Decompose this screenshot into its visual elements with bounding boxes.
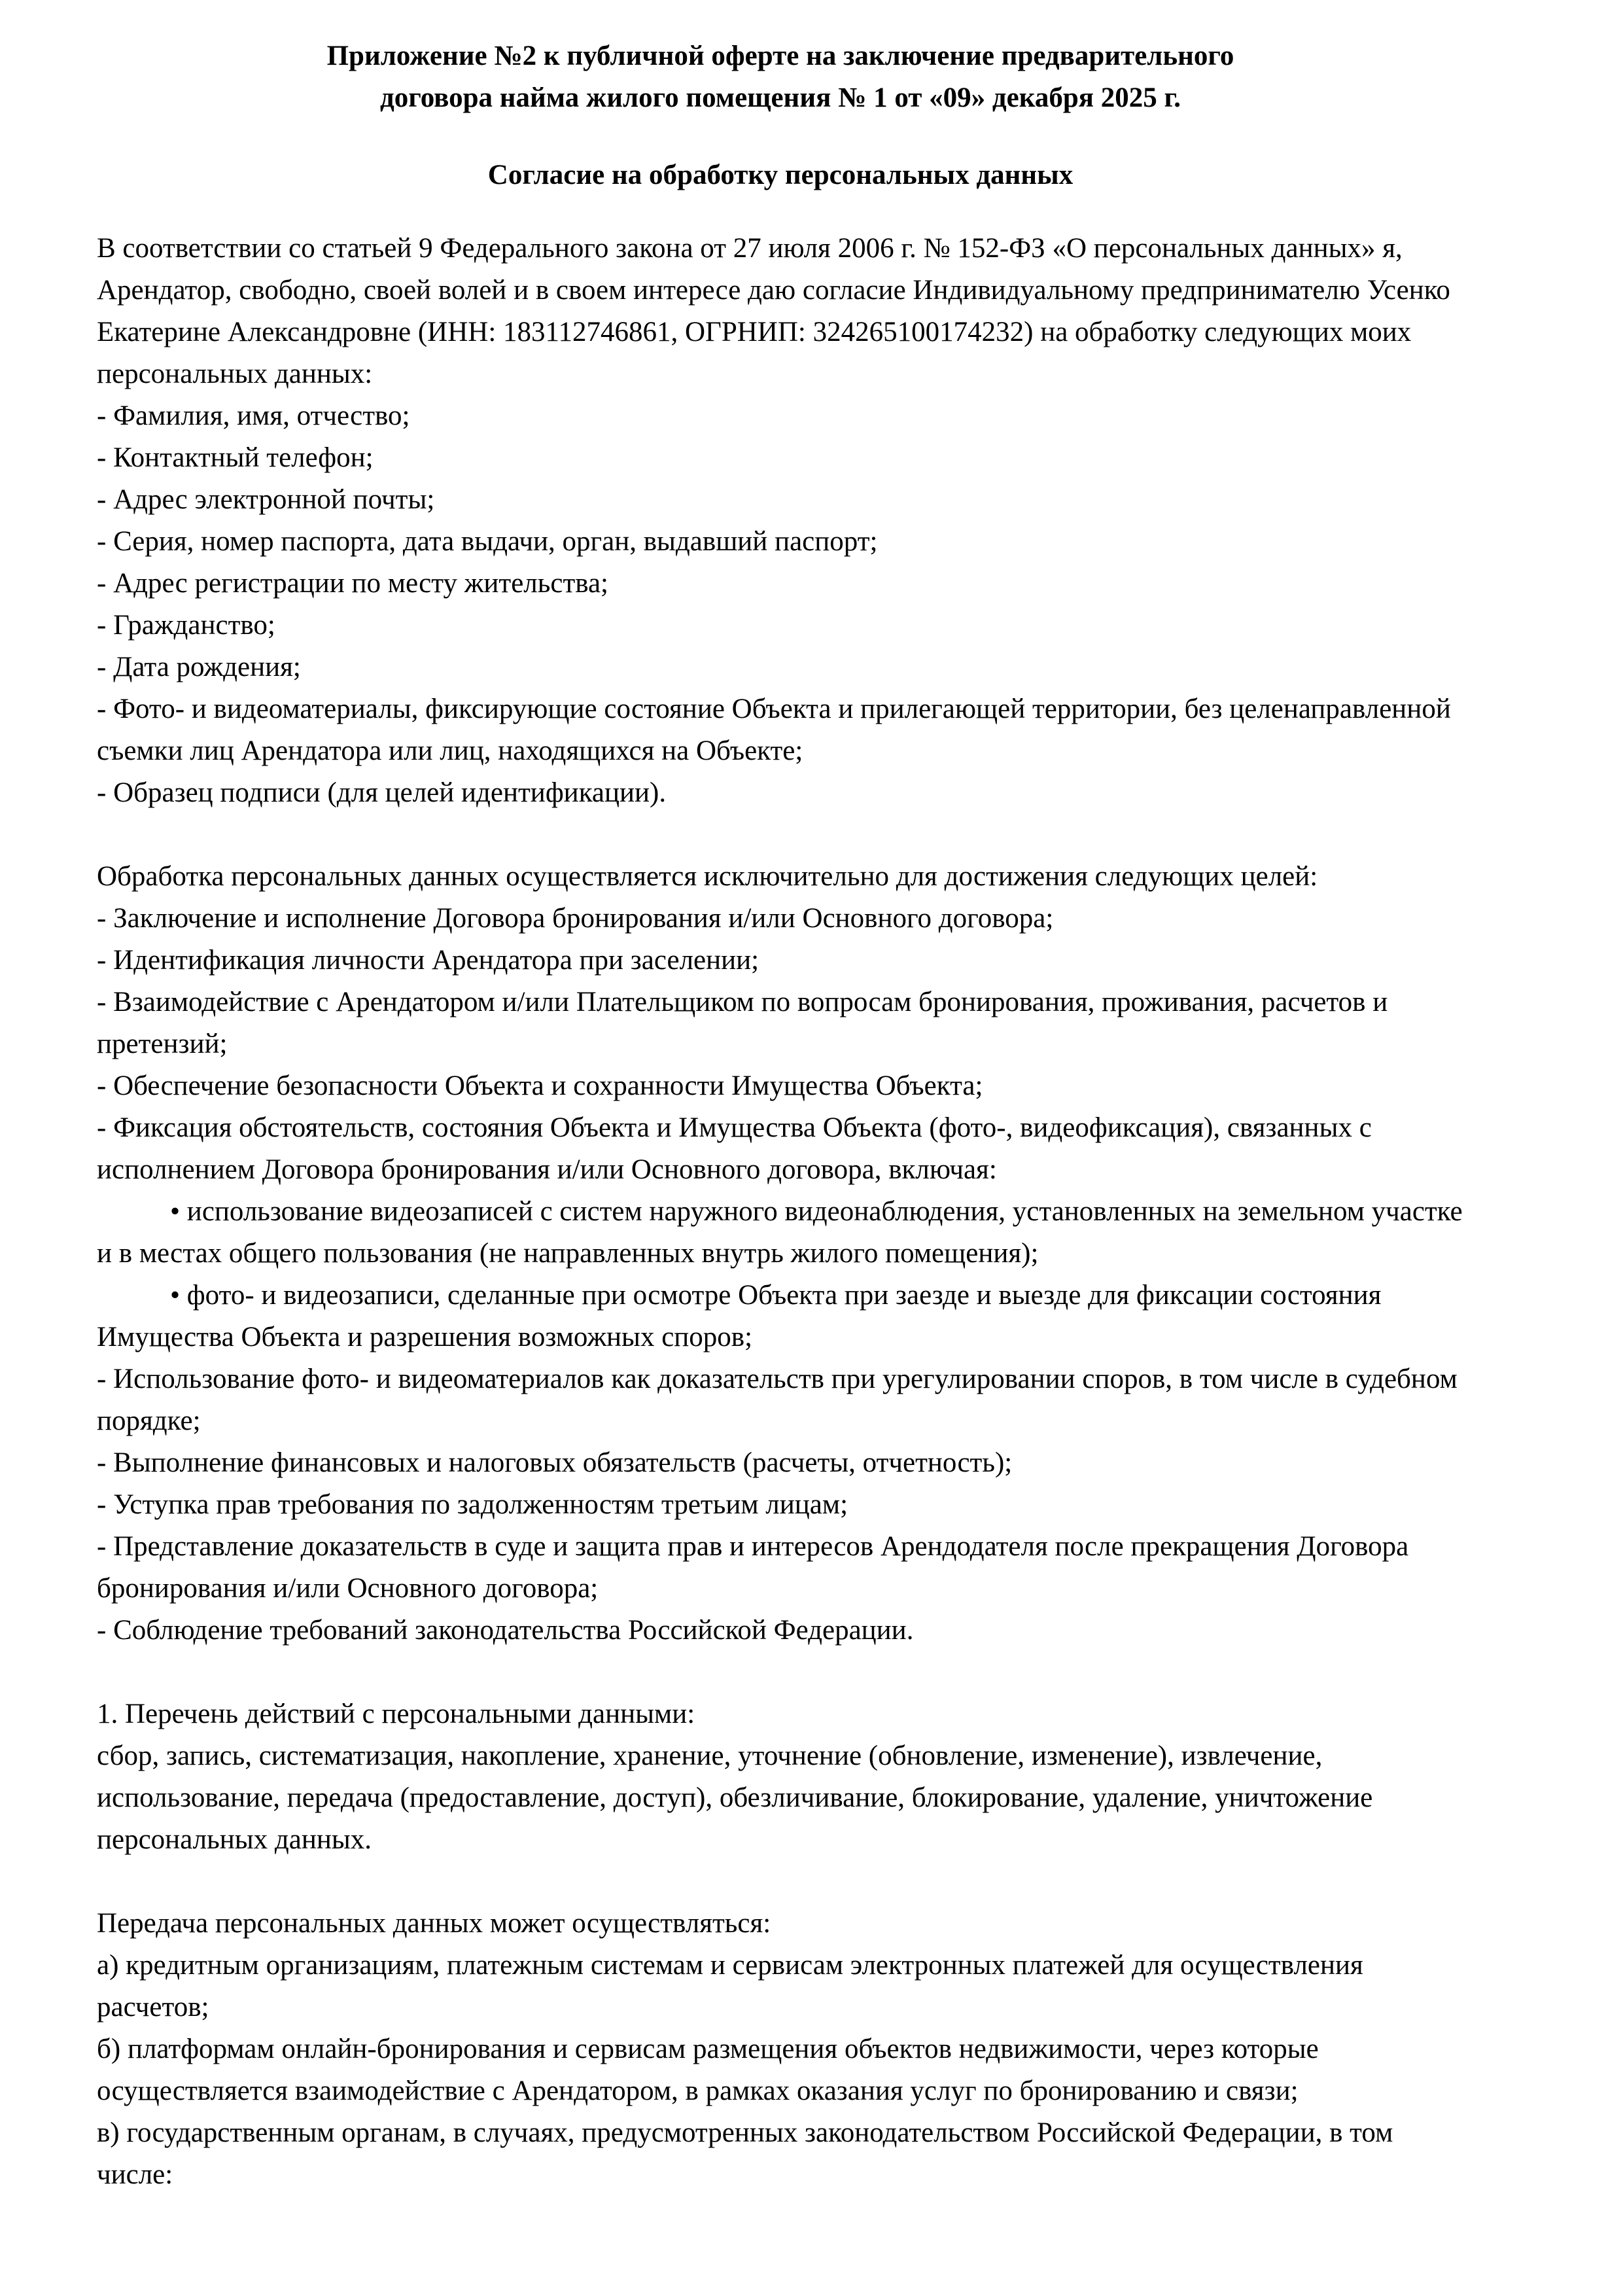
list-item: - Фото- и видеоматериалы, фиксирующие состояние Объекта и прилегающей территории, без целенаправленной съемки лиц Арендатора или лиц, находящихся на Объекте; [97, 694, 1451, 766]
list-item: • фото- и видеозаписи, сделанные при осмотре Объекта при заезде и выезде для фиксации состояния Имущества Объекта и разрешения возможных споров; [97, 1280, 1382, 1352]
page-subtitle: Согласие на обработку персональных данных [487, 160, 1073, 190]
list-item: - Дата рождения; [97, 652, 301, 682]
list-item: - Представление доказательств в суде и защита прав и интересов Арендодателя после прекращения Договора бронирования и/или Основного договора; [97, 1531, 1409, 1604]
purposes-list-part-2 [97, 1358, 1464, 1651]
purposes-sub-bullets [97, 1191, 1464, 1358]
page-title-line-1: Приложение №2 к публичной оферте на заключение предварительного [326, 41, 1234, 71]
list-item: - Соблюдение требований законодательства Российской Федерации. [97, 1615, 914, 1646]
list-item: - Фиксация обстоятельств, состояния Объекта и Имущества Объекта (фото-, видеофиксация), связанных с исполнением Договора бронирования и/или Основного договора, включая: [97, 1112, 1372, 1185]
purposes-list-part-1 [97, 898, 1464, 1191]
list-item: - Идентификация личности Арендатора при заселении; [97, 945, 759, 976]
transfer-heading: Передача персональных данных может осуществляться: [97, 1908, 771, 1939]
list-item: - Контактный телефон; [97, 442, 374, 473]
list-item: б) платформам онлайн-бронирования и сервисам размещения объектов недвижимости, через которые осуществляется взаимодействие с Арендатором, в рамках оказания услуг по бронированию и связи; [97, 2034, 1319, 2106]
list-item: - Адрес регистрации по месту жительства; [97, 568, 608, 599]
list-item: в) государственным органам, в случаях, предусмотренных законодательством Российской Федерации, в том числе: [97, 2117, 1393, 2190]
list-item: - Образец подписи (для целей идентификации). [97, 777, 667, 808]
list-item: а) кредитным организациям, платежным системам и сервисам электронных платежей для осуществления расчетов; [97, 1950, 1363, 2022]
list-item: - Взаимодействие с Арендатором и/или Плательщиком по вопросам бронирования, проживания, расчетов и претензий; [97, 987, 1388, 1059]
list-item: - Выполнение финансовых и налоговых обязательств (расчеты, отчетность); [97, 1447, 1013, 1478]
list-item: - Адрес электронной почты; [97, 484, 435, 515]
section-spacer [97, 1651, 1464, 1693]
list-item: - Заключение и исполнение Договора бронирования и/или Основного договора; [97, 903, 1054, 934]
transfer-list [97, 1945, 1464, 2196]
list-item: • использование видеозаписей с систем наружного видеонаблюдения, установленных на земельном участке и в местах общего пользования (не направленных внутрь жилого помещения); [97, 1196, 1463, 1269]
list-item: - Использование фото- и видеоматериалов как доказательств при урегулировании споров, в том числе в судебном порядке; [97, 1364, 1457, 1436]
section-spacer [97, 814, 1464, 856]
section-1-heading: 1. Перечень действий с персональными данными: [97, 1699, 695, 1729]
list-item: - Обеспечение безопасности Объекта и сохранности Имущества Объекта; [97, 1070, 983, 1101]
purposes-heading: Обработка персональных данных осуществляется исключительно для достижения следующих целей: [97, 861, 1318, 892]
section-spacer [97, 1861, 1464, 1903]
list-item: - Гражданство; [97, 610, 275, 641]
page-title [97, 0, 1464, 119]
section-1-body: сбор, запись, систематизация, накопление, хранение, уточнение (обновление, изменение), извлечение, использование, передача (предоставление, доступ), обезличивание, блокирование, удаление, уничтожение персональных данных. [97, 1740, 1373, 1855]
page-title-line-2: договора найма жилого помещения № 1 от «09» декабря 2025 г. [380, 82, 1181, 113]
personal-data-list [97, 395, 1464, 814]
intro-paragraph: В соответствии со статьей 9 Федерального закона от 27 июля 2006 г. № 152-ФЗ «О персональных данных» я, Арендатор, свободно, своей волей и в своем интересе даю согласие Индивидуальному предпринимателю Усенко Екатерине Александровне (ИНН: 183112746861, ОГРНИП: 324265100174232) на обработку следующих моих персональных данных: [97, 233, 1450, 389]
list-item: - Фамилия, имя, отчество; [97, 400, 410, 431]
document-content [97, 0, 1464, 2196]
list-item: - Уступка прав требования по задолженностям третьим лицам; [97, 1489, 848, 1520]
list-item: - Серия, номер паспорта, дата выдачи, орган, выдавший паспорт; [97, 526, 878, 557]
